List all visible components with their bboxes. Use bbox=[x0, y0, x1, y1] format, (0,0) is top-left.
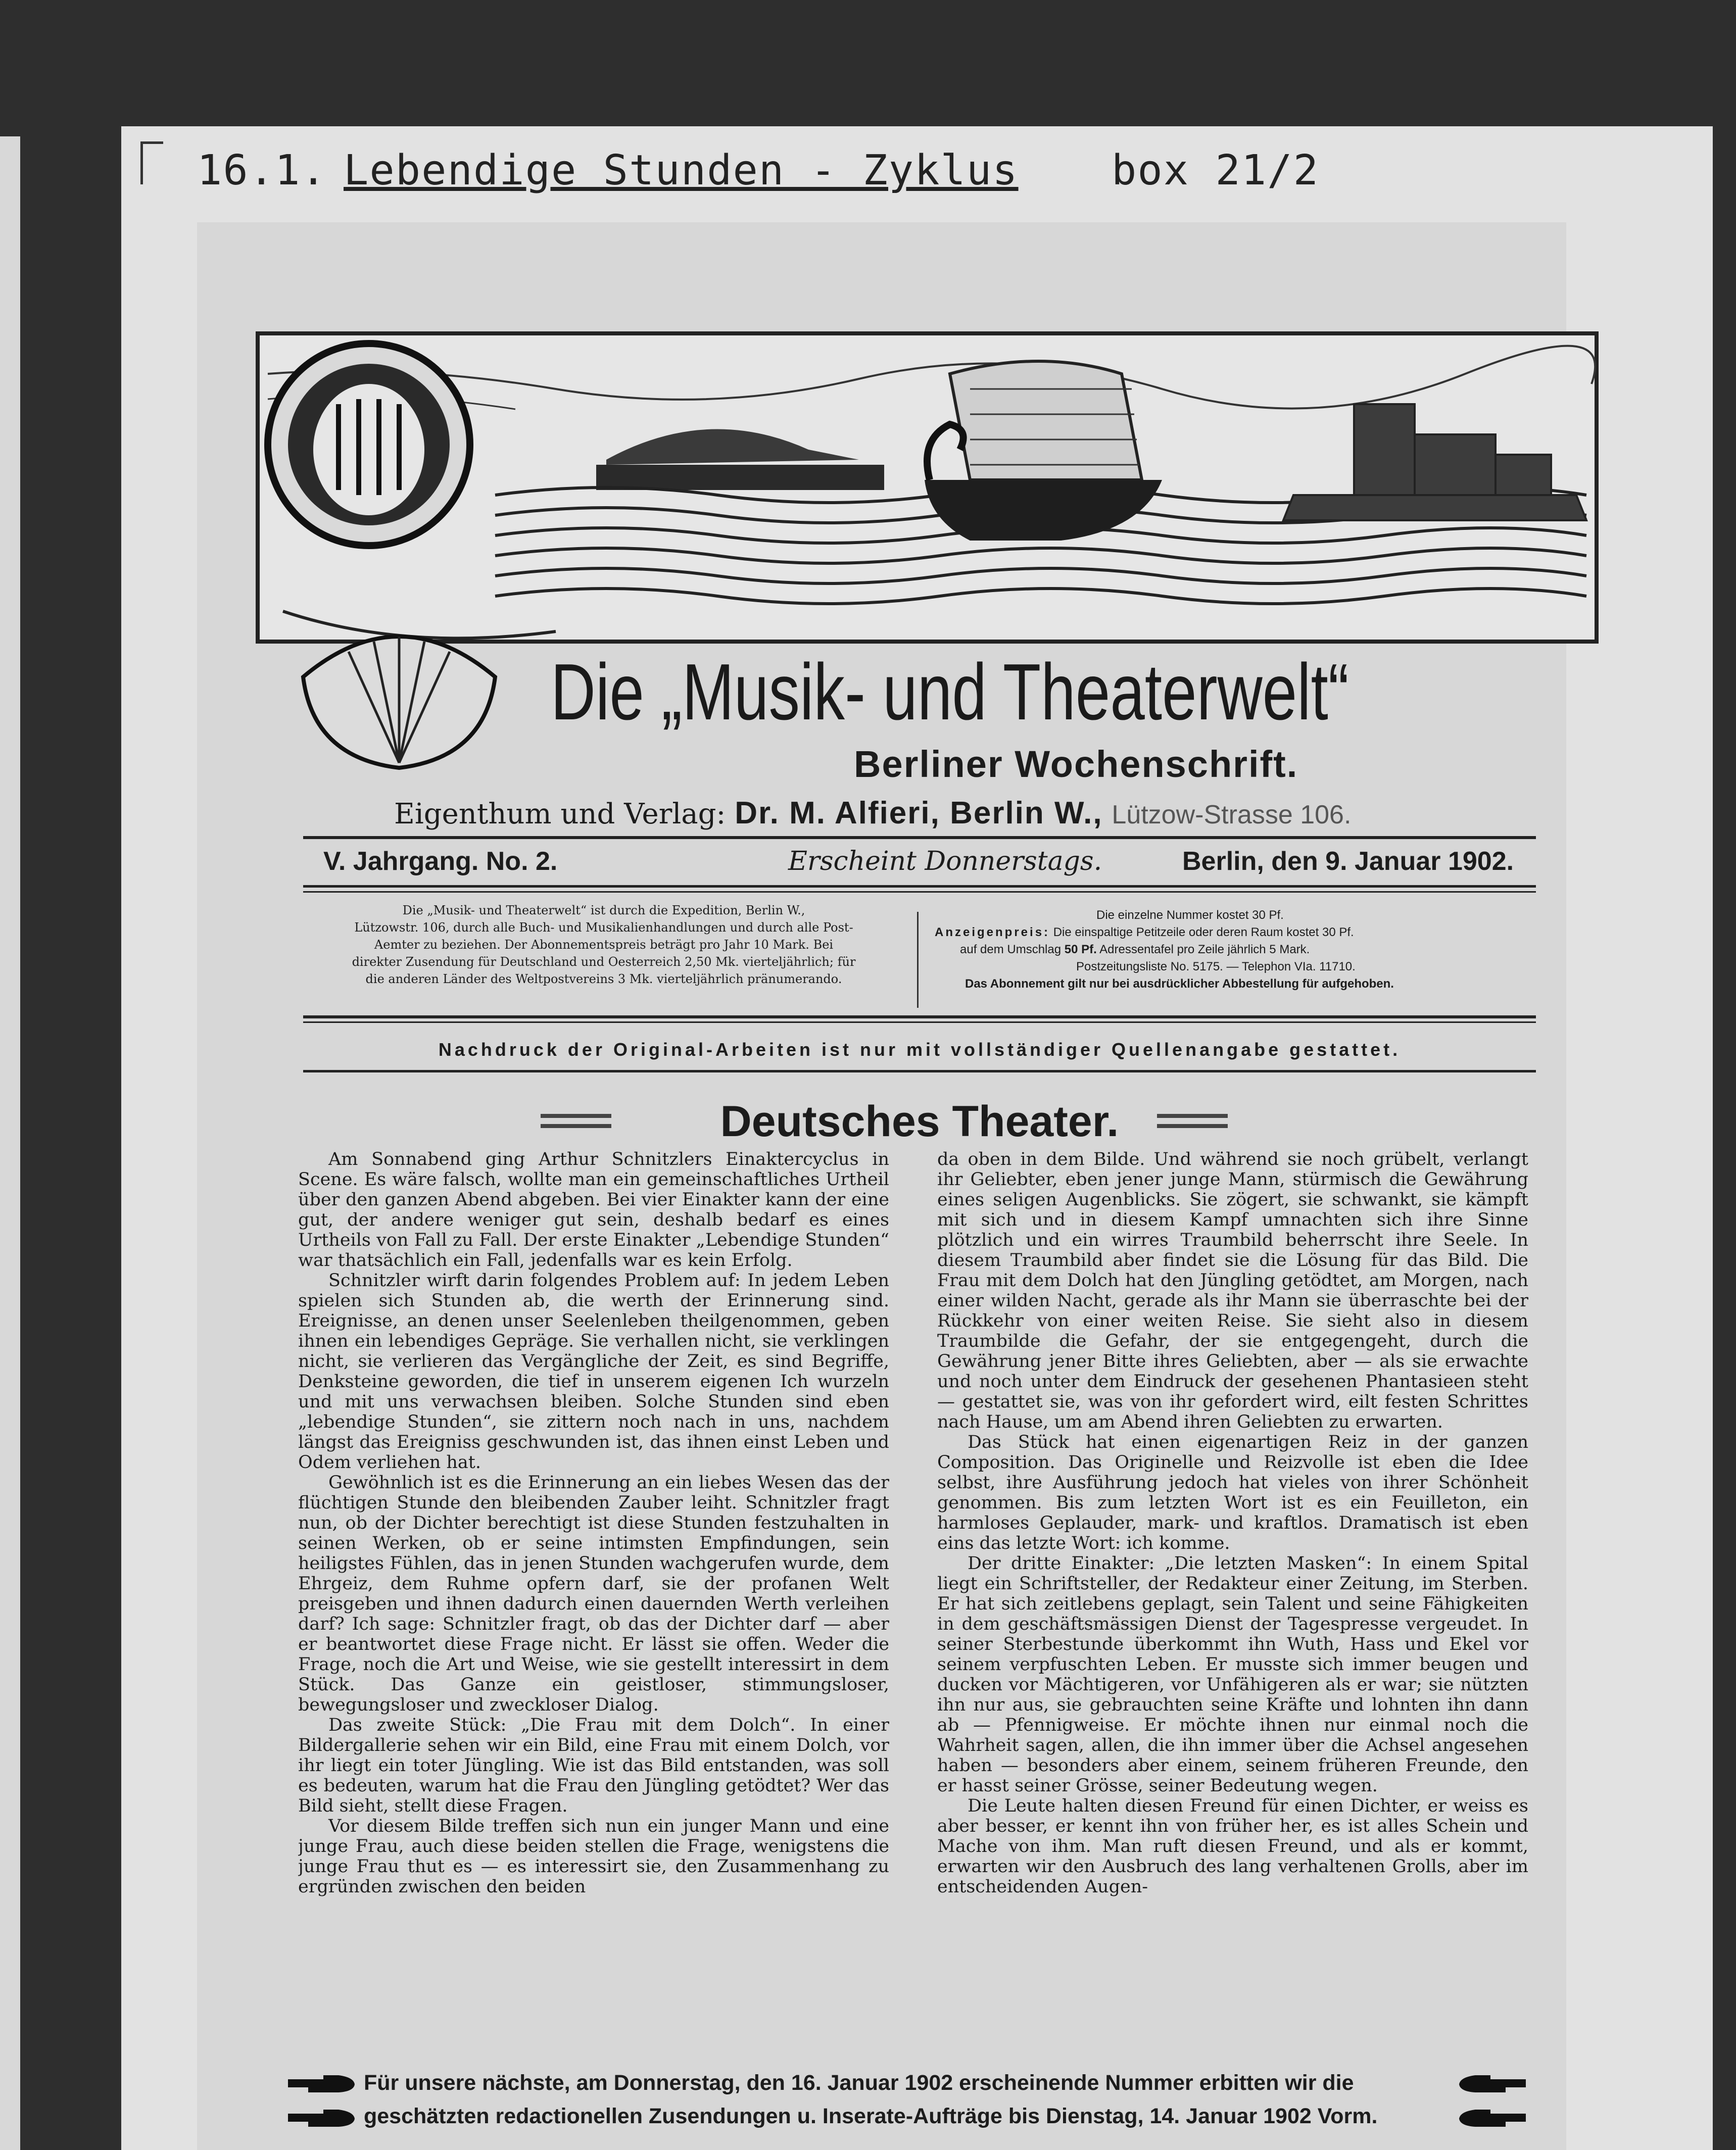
subscription-cancellation: Das Abonnement gilt nur bei ausdrücklicher Abbestellung für aufgehoben. bbox=[965, 977, 1394, 991]
masthead-illustration bbox=[253, 328, 1602, 652]
scallop-ornament bbox=[273, 606, 525, 778]
publisher-line bbox=[394, 793, 1506, 834]
single-issue-price: Die einzelne Nummer kostet 30 Pf. bbox=[1096, 908, 1284, 922]
next-issue-notice bbox=[364, 2066, 1475, 2137]
subscription-line: Lützowstr. 106, durch alle Buch- und Musikalienhandlungen und durch alle Post- bbox=[354, 920, 853, 935]
subscription-line: Die „Musik- und Theaterwelt“ ist durch die Expedition, Berlin W., bbox=[402, 903, 805, 917]
issue-volume: V. Jahrgang. No. 2. bbox=[323, 847, 558, 876]
article-column-right bbox=[937, 1149, 1528, 2064]
article-paragraph: Schnitzler wirft darin folgendes Problem auf: In jedem Leben spielen sich Stunden ab, die werth der Erinnerung sind. Ereignisse, an denen unser Seelenleben theilgenommen, geben ihnen ein lebendiges Gepräge. Sie verhallen nicht, sie verklingen nicht, sie verlieren das Vergängliche der Zeit, es sind Begriffe, Denksteine geworden, die tief in unserem eigenen Ich wurzeln und mit uns verwachsen bleiben. Solche Stunden sind eben „lebendige Stunden“, sie zittern noch nach in uns, nachdem längst das Ereigniss geschwunden ist, das ihnen einst Leben und Odem verliehen hat. bbox=[298, 1271, 889, 1473]
article-paragraph: Die Leute halten diesen Freund für einen Dichter, er weiss es aber besser, er kennt ihn von früher her, es ist alles Schein und Mache von ihm. Man ruft diesen Freund, und als er kommt, erwarten wir den Ausbruch des lang verhaltenen Grolls, aber im entscheidenden Augen- bbox=[937, 1796, 1528, 1897]
notice-line: geschätzten redactionellen Zusendungen u. Inserate-Aufträge bis Dienstag, 14. Januar 1902 Vorm. bbox=[364, 2104, 1378, 2128]
publisher-address: Lützow-Strasse 106. bbox=[1112, 800, 1352, 829]
rule-lower-thin bbox=[303, 1021, 1536, 1023]
postal-telephone: Postzeitungsliste No. 5175. — Telephon VIa. 11710. bbox=[1076, 960, 1356, 973]
reprint-notice: Nachdruck der Original-Arbeiten ist nur mit vollständiger Quellenangabe gestattet. bbox=[438, 1039, 1401, 1060]
adjacent-page-edge bbox=[0, 136, 20, 2150]
ad-price-info bbox=[935, 907, 1531, 1008]
article-title: Deutsches Theater. bbox=[720, 1097, 1119, 1146]
subscription-line: Aemter zu beziehen. Der Abonnementspreis beträgt pro Jahr 10 Mark. Bei bbox=[374, 938, 834, 952]
issue-line bbox=[323, 841, 1516, 882]
rule-mid bbox=[303, 885, 1536, 888]
subscription-line: die anderen Länder des Weltpostvereins 3 Mk. vierteljährlich pränumerando. bbox=[365, 972, 842, 986]
pointing-hand-icon bbox=[288, 2107, 359, 2130]
publisher-prefix: Eigenthum und Verlag: bbox=[394, 798, 726, 830]
issue-date: Berlin, den 9. Januar 1902. bbox=[1182, 847, 1514, 876]
cover-price-label: auf dem Umschlag bbox=[960, 943, 1062, 956]
article-paragraph: Am Sonnabend ging Arthur Schnitzlers Einaktercyclus in Scene. Es wäre falsch, wollte man ein gemeinschaftliches Urtheil über den ganzen Abend abgeben. Bei vier Einakter kann der eine gut, der andere weniger gut sein, deshalb bedarf es eines Urtheils von Fall zu Fall. Der erste Einakter „Lebendige Stunden“ war thatsächlich ein Fall, jedenfalls war es kein Erfolg. bbox=[298, 1149, 889, 1271]
newspaper-subtitle: Berliner Wochenschrift. bbox=[854, 743, 1298, 785]
title-ornament-right bbox=[1157, 1124, 1228, 1128]
article-paragraph: Der dritte Einakter: „Die letzten Masken“: In einem Spital liegt ein Schriftsteller, der Redakteur einer Zeitung, im Sterben. Er hat sich zeitlebens geplagt, sein Talent und seine Fähigkeiten in dem geschäftsmässigen Dienst der Tagespresse vergeudet. In seiner Sterbestunde überkommt ihn Wuth, Hass und Ekel vor seinem verpfuschten Leben. Er musste sich immer beugen und ducken vor Mächtigeren, vor Unfähigeren als er war; sie nützten ihn nur aus, sie gebrauchten seine Kräfte und lohnten ihn dann ab — Pfennigweise. Er möchte ihnen nur einmal noch die Wahrheit sagen, allen, die ihn immer über die Achsel angesehen haben — besonders aber einem, seinem früheren Freunde, den er hasst seiner Grösse, seiner Bedeutung wegen. bbox=[937, 1553, 1528, 1796]
publisher-name: Dr. M. Alfieri, Berlin W., bbox=[735, 796, 1103, 830]
title-ornament-right bbox=[1157, 1114, 1228, 1118]
archive-title: Lebendige Stunden - Zyklus bbox=[344, 146, 1019, 194]
ad-price-row bbox=[935, 924, 1531, 941]
newspaper-title: Die „Musik- und Theaterwelt“ bbox=[551, 648, 1349, 737]
info-divider bbox=[917, 912, 919, 1008]
rule-bottom bbox=[303, 1070, 1536, 1072]
notice-line: Für unsere nächste, am Donnerstag, den 16. Januar 1902 erscheinende Nummer erbitten wir die bbox=[364, 2071, 1354, 2095]
rule-mid-thin bbox=[303, 891, 1536, 893]
article-paragraph: Vor diesem Bilde treffen sich nun ein junger Mann und eine junge Frau, auch diese beiden stellen die Frage, wenigstens die junge Frau thut es — es interessirt sie, den Zusammenhang zu ergründen zwischen den beiden bbox=[298, 1816, 889, 1897]
ad-price-text: Die einspaltige Petitzeile oder deren Raum kostet 30 Pf. bbox=[1053, 925, 1354, 939]
pointing-hand-icon bbox=[288, 2072, 359, 2095]
article-paragraph: Das Stück hat einen eigenartigen Reiz in der ganzen Composition. Das Originelle und Reizvolle ist eben die Idee selbst, ihre Ausführung jedoch hat vieles von ihrer Schönheit genommen. Bis zum letzten Wort ist es ein Feuilleton, ein harmloses Geplauder, mark- und kraftlos. Dramatisch ist eben eins das letzte Wort: ich komme. bbox=[937, 1432, 1528, 1553]
rule-top bbox=[303, 836, 1536, 839]
cover-price: 50 Pf. bbox=[1064, 943, 1097, 956]
corner-mark bbox=[140, 141, 163, 184]
article-column-left bbox=[298, 1149, 889, 2064]
cover-price-row bbox=[935, 941, 1556, 958]
archive-box: box 21/2 bbox=[1112, 146, 1319, 194]
subscription-info bbox=[303, 902, 904, 1008]
issue-frequency: Erscheint Donnerstags. bbox=[788, 846, 1102, 876]
article-paragraph: da oben in dem Bilde. Und während sie noch grübelt, verlangt ihr Geliebter, eben jener junge Mann, stürmisch die Gewährung eines seligen Augenblicks. Sie zögert, sie schwankt, sie kämpft mit sich und in diesem Kampf umnachten sich ihre Sinne plötzlich und ein wirres Traumbild beherrscht ihre Seele. In diesem Traumbild aber findet sie die Lösung für das Bild. Die Frau mit dem Dolch hat den Jüngling getödtet, am Morgen, nach einer wilden Nacht, gerade als ihr Mann sie überraschte bei der Rückkehr von einer weiten Reise. Sie sieht also in diesem Traumbilde die Gefahr, der sie entgegengeht, durch die Gewährung jener Bitte ihres Geliebten, aber — als sie erwachte und noch unter dem Eindruck der gesehenen Phantasieen steht — gestattet sie, was von ihr gefordert wird, eilt festen Schrittes nach Hause, um am Abend ihren Geliebten zu erwarten. bbox=[937, 1149, 1528, 1432]
subscription-line: direkter Zusendung für Deutschland und Oesterreich 2,50 Mk. vierteljährlich; für bbox=[352, 955, 856, 969]
article-paragraph: Gewöhnlich ist es die Erinnerung an ein liebes Wesen das der flüchtigen Stunde den bleibenden Zauber leiht. Schnitzler fragt nun, ob der Dichter berechtigt ist diese Stunden festzuhalten in seinen Werken, ob er seine intimsten Empfindungen, sein heiligstes Fühlen, das in jenen Stunden wachgerufen wurde, dem Ehrgeiz, dem Ruhme opfern darf, sie der profanen Welt preisgeben und ihnen dadurch einen dauernden Werth verleihen darf? Ich sage: Schnitzler fragt, ob das der Dichter darf — aber er beantwortet diese Frage nicht. Er lässt sie offen. Weder die Frage, noch die Art und Weise, wie sie gestellt interessirt in dem Stück. Das Ganze ein geistloser, stimmungsloser, bewegungsloser und zweckloser Dialog. bbox=[298, 1473, 889, 1715]
article-paragraph: Das zweite Stück: „Die Frau mit dem Dolch“. In einer Bildergallerie sehen wir ein Bild, eine Frau mit einem Dolch, vor ihr liegt ein toter Jüngling. Wie ist das Bild entstanden, was soll es bedeuten, warum hat die Frau den Jüngling getödtet? Wer das Bild sieht, stellt diese Fragen. bbox=[298, 1715, 889, 1816]
archive-number: 16.1. bbox=[197, 146, 327, 194]
ad-price-label: Anzeigenpreis: bbox=[935, 925, 1050, 939]
rule-lower bbox=[303, 1015, 1536, 1018]
address-board-price: Adressentafel pro Zeile jährlich 5 Mark. bbox=[1099, 943, 1310, 956]
archive-label bbox=[197, 146, 1420, 202]
